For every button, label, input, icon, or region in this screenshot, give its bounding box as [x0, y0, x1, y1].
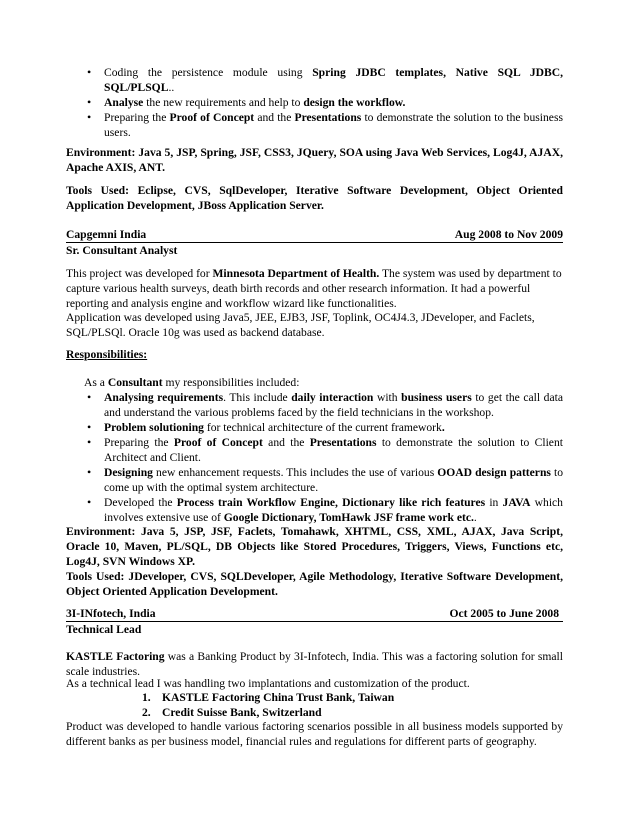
- list-item: • Problem solutioning for technical architecture of the current framework.: [84, 420, 563, 435]
- project-technology-1: Application was developed using Java5, JEE, EJB3, JSF, Toplink, OC4J4.3, JDeveloper, and Faclets, SQL/PLSQl. Oracle 10g was used as backend database.: [66, 311, 535, 339]
- project-role-2: As a technical lead I was handling two implantations and customization of the product.: [66, 677, 470, 690]
- list-item: • Preparing the Proof of Concept and the Presentations to demonstrate the solution to Client Architect and Client.: [84, 435, 563, 465]
- top-bullet-list: [84, 65, 563, 140]
- list-item: • Designing new enhancement requests. This includes the use of various OOAD design patterns to come up with the optimal system architecture.: [84, 465, 563, 495]
- project-description-2: KASTLE Factoring was a Banking Product by 3I-Infotech, India. This was a factoring solution for small scale industries.: [66, 650, 563, 678]
- environment-2: Environment: Java 5, JSP, JSF, Faclets, Tomahawk, XHTML, CSS, XML, AJAX, Java Script, Oracle 10, Maven, PL/SQL, DB Objects like Stored Procedures, Triggers, Views, Functions etc, Log4J, SVN Windows XP.: [66, 525, 563, 568]
- environment-1: Environment: Java 5, JSP, Spring, JSF, CSS3, JQuery, SOA using Java Web Services, Log4J, AJAX, Apache AXIS, ANT.: [66, 146, 563, 174]
- list-item: 2. Credit Suisse Bank, Switzerland: [142, 706, 322, 719]
- job-dates: Aug 2008 to Nov 2009: [454, 228, 563, 241]
- job-dates: Oct 2005 to June 2008: [449, 607, 559, 620]
- list-item: 1. KASTLE Factoring China Trust Bank, Taiwan: [142, 691, 395, 704]
- job-title: Sr. Consultant Analyst: [66, 244, 178, 257]
- company-name: Capgemni India: [66, 228, 147, 241]
- job-header-2: [66, 606, 563, 621]
- job-header-1: [66, 227, 563, 242]
- job-title: Technical Lead: [66, 623, 142, 636]
- list-item: • Coding the persistence module using Spring JDBC templates, Native SQL JDBC, SQL/PLSQL..: [84, 65, 563, 95]
- responsibilities-intro: As a Consultant my responsibilities included:: [84, 376, 300, 389]
- implementation-list: [142, 690, 562, 720]
- responsibilities-list: [84, 390, 563, 525]
- company-name: 3I-INfotech, India: [66, 607, 156, 620]
- tools-used-2: Tools Used: JDeveloper, CVS, SQLDeveloper, Agile Methodology, Iterative Software Development, Object Oriented Application Development.: [66, 570, 564, 598]
- list-item: • Preparing the Proof of Concept and the Presentations to demonstrate the solution to the business users.: [84, 110, 563, 140]
- list-item: • Developed the Process train Workflow Engine, Dictionary like rich features in JAVA which involves extensive use of Google Dictionary, TomHawk JSF frame work etc..: [84, 495, 563, 525]
- list-item: • Analysing requirements. This include daily interaction with business users to get the call data and understand the various problems faced by the field technicians in the workshop.: [84, 390, 563, 420]
- project-description-1: This project was developed for Minnesota Department of Health. The system was used by department to capture various health surveys, death birth records and other research information. It had a powerful reporting and analysis engine and workflow wizard like functionalities.: [66, 267, 562, 310]
- responsibilities-heading: Responsibilities:: [66, 348, 148, 361]
- list-item: • Analyse the new requirements and help to design the workflow.: [84, 95, 563, 110]
- project-summary-2: Product was developed to handle various factoring scenarios possible in all business models supported by different banks as per business model, financial rules and regulations for different parts of geography.: [66, 720, 563, 748]
- tools-used-1: Tools Used: Eclipse, CVS, SqlDeveloper, Iterative Software Development, Object Oriented Application Development, JBoss Application Server.: [66, 184, 563, 212]
